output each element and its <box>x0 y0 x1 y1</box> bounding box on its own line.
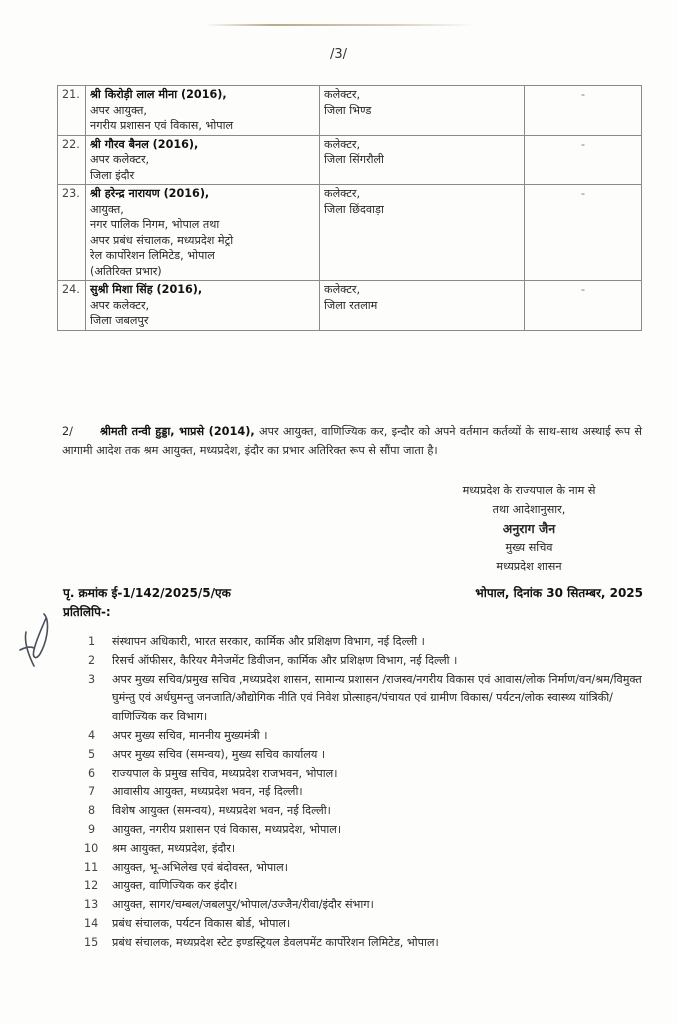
table-row <box>58 185 642 281</box>
current-post-line: (अतिरिक्त प्रभार) <box>90 264 162 278</box>
paragraph-text: अपर आयुक्त, वाणिज्यिक कर, इन्दौर को अपने वर्तमान कर्तव्यों के साथ-साथ अस्थाई रूप से आगामी आदेश तक श्रम आयुक्त, मध्यप्रदेश, इंदौर का प्रभार अतिरिक्त रूप से सौंपा जाता है। <box>62 425 642 457</box>
remark-cell: - <box>525 281 642 331</box>
list-item <box>84 896 648 915</box>
list-item <box>88 821 648 840</box>
item-text: अपर मुख्य सचिव (समन्वय), मुख्य सचिव कार्यालय । <box>112 747 326 761</box>
new-post-line: जिला सिंगरौली <box>324 153 384 166</box>
new-post-cell <box>320 185 525 281</box>
item-number: 2 <box>88 653 96 667</box>
item-number: 11 <box>84 860 99 874</box>
serial-number: 24. <box>58 281 86 331</box>
item-text: संस्थापन अधिकारी, भारत सरकार, कार्मिक और प्रशिक्षण विभाग, नई दिल्ली । <box>112 635 425 648</box>
authority-line-2: तथा आदेशानुसार, <box>492 503 566 516</box>
item-number: 10 <box>84 841 99 855</box>
reference-number: पृ. क्रमांक ई-1/142/2025/5/एक <box>63 586 231 600</box>
page-number: /3/ <box>329 47 348 62</box>
item-number: 4 <box>88 728 96 742</box>
handwritten-initial-icon <box>14 610 54 670</box>
item-text: प्रबंध संचालक, पर्यटन विकास बोर्ड, भोपाल। <box>112 916 291 930</box>
item-text: अपर मुख्य सचिव, माननीय मुख्यमंत्री । <box>112 728 268 742</box>
current-post-line: अपर कलेक्टर, <box>90 298 150 312</box>
signatory-office: मध्यप्रदेश शासन <box>496 560 562 573</box>
item-text: आयुक्त, वाणिज्यिक कर इंदौर। <box>112 879 238 893</box>
new-post-cell <box>320 86 525 136</box>
signatory-name: अनुराग जैन <box>502 521 556 536</box>
officer-cell <box>86 86 320 136</box>
new-post-line: कलेक्टर, <box>324 283 361 296</box>
new-post-line: कलेक्टर, <box>324 137 361 151</box>
new-post-line: जिला भिण्ड <box>324 103 372 117</box>
new-post-line: जिला रतलाम <box>324 298 378 312</box>
item-number: 1 <box>88 635 96 648</box>
officer-name: श्री किरोड़ी लाल मीना (2016), <box>90 88 227 101</box>
table-row <box>58 86 642 136</box>
list-item <box>84 877 648 896</box>
item-number: 6 <box>88 766 96 780</box>
item-number: 13 <box>84 898 99 912</box>
item-text: विशेष आयुक्त (समन्वय), मध्यप्रदेश भवन, नई दिल्ली। <box>112 804 331 818</box>
list-item <box>88 671 648 727</box>
officer-cell <box>86 281 320 331</box>
item-text: आयुक्त, नगरीय प्रशासन एवं विकास, मध्यप्रदेश, भोपाल। <box>112 822 342 836</box>
item-text: आयुक्त, भू-अभिलेख एवं बंदोवस्त, भोपाल। <box>112 860 289 874</box>
item-number: 8 <box>88 804 96 818</box>
posting-table <box>57 85 642 331</box>
item-number: 14 <box>84 916 99 930</box>
remark-cell: - <box>525 135 642 185</box>
item-number: 7 <box>88 785 96 799</box>
new-post-cell <box>320 281 525 331</box>
serial-number: 21. <box>58 86 86 136</box>
current-post-line: आयुक्त, <box>90 202 124 216</box>
item-text: रिसर्च ऑफीसर, कैरियर मैनेजमेंट डिवीजन, कार्मिक और प्रशिक्षण विभाग, नई दिल्ली । <box>112 653 458 667</box>
officer-name: सुश्री मिशा सिंह (2016), <box>90 283 203 296</box>
new-post-cell <box>320 135 525 185</box>
list-item <box>84 859 648 878</box>
header-rule <box>205 24 475 26</box>
new-post-line: जिला छिंदवाड़ा <box>324 202 384 216</box>
list-item <box>88 765 648 784</box>
item-text: श्रम आयुक्त, मध्यप्रदेश, इंदौर। <box>112 841 236 855</box>
list-item <box>88 633 648 652</box>
current-post-line: जिला जबलपुर <box>90 314 149 327</box>
remark-cell: - <box>525 185 642 281</box>
item-number: 15 <box>84 935 99 949</box>
current-post-line: अपर प्रबंध संचालक, मध्यप्रदेश मेट्रो <box>90 233 234 247</box>
remark-cell: - <box>525 86 642 136</box>
officer-name: श्री गौरव बैनल (2016), <box>90 137 199 151</box>
officer-name: श्री हरेन्द्र नारायण (2016), <box>90 187 210 200</box>
item-number: 3 <box>88 672 96 686</box>
serial-number: 22. <box>58 135 86 185</box>
paragraph-number: 2/ <box>62 425 73 438</box>
list-item <box>84 934 648 953</box>
current-post-line: अपर आयुक्त, <box>90 103 147 117</box>
item-number: 5 <box>88 747 96 761</box>
list-item <box>84 840 648 859</box>
item-text: अपर मुख्य सचिव/प्रमुख सचिव ,मध्यप्रदेश शासन, सामान्य प्रशासन /राजस्व/नगरीय विकास एवं आवास/लोक निर्माण/वन/श्रम/विमुक्त घुमंन्तु एवं अर्धघुमन्तु जनजाति/औद्योगिक नीति एवं निवेश प्रोत्साहन/पंचायत एवं ग्रामीण विकास/ पर्यटन/लोक स्वास्थ्य यांत्रिकी/वाणिज्यिक कर विभाग। <box>112 672 642 724</box>
item-number: 12 <box>84 879 99 893</box>
table-row <box>58 135 642 185</box>
item-text: आयुक्त, सागर/चम्बल/जबलपुर/भोपाल/उज्जैन/रीवा/इंदौर संभाग। <box>112 898 374 912</box>
list-item <box>88 727 648 746</box>
new-post-line: कलेक्टर, <box>324 187 361 200</box>
item-number: 9 <box>88 822 96 836</box>
current-post-line: जिला इंदौर <box>90 168 135 182</box>
officer-name: श्रीमती तन्वी हुड्डा, भाप्रसे (2014), <box>100 425 255 438</box>
copy-to-label: प्रतिलिपि-: <box>63 605 111 619</box>
list-item <box>88 783 648 802</box>
current-post-line: अपर कलेक्टर, <box>90 153 150 166</box>
current-post-line: नगरीय प्रशासन एवं विकास, भोपाल <box>90 119 234 132</box>
signatory-designation: मुख्य सचिव <box>505 541 553 554</box>
new-post-line: कलेक्टर, <box>324 88 361 101</box>
list-item <box>84 915 648 934</box>
list-item <box>88 652 648 671</box>
current-post-line: रेल कार्पोरेशन लिमिटेड, भोपाल <box>90 249 215 262</box>
authority-line-1: मध्यप्रदेश के राज्यपाल के नाम से <box>462 484 596 497</box>
item-text: प्रबंध संचालक, मध्यप्रदेश स्टेट इण्डस्ट्रियल डेवलपमेंट कार्पोरेशन लिमिटेड, भोपाल। <box>112 935 439 949</box>
current-post-line: नगर पालिक निगम, भोपाल तथा <box>90 218 220 231</box>
officer-cell <box>86 185 320 281</box>
order-paragraph <box>62 423 642 460</box>
item-text: राज्यपाल के प्रमुख सचिव, मध्यप्रदेश राजभवन, भोपाल। <box>112 766 338 780</box>
place-date: भोपाल, दिनांक 30 सितम्बर, 2025 <box>475 586 643 600</box>
list-item <box>88 802 648 821</box>
item-text: आवासीय आयुक्त, मध्यप्रदेश भवन, नई दिल्ली। <box>112 785 303 799</box>
serial-number: 23. <box>58 185 86 281</box>
list-item <box>88 746 648 765</box>
table-row <box>58 281 642 331</box>
officer-cell <box>86 135 320 185</box>
signature-block <box>420 481 638 576</box>
copy-to-list <box>84 633 648 953</box>
